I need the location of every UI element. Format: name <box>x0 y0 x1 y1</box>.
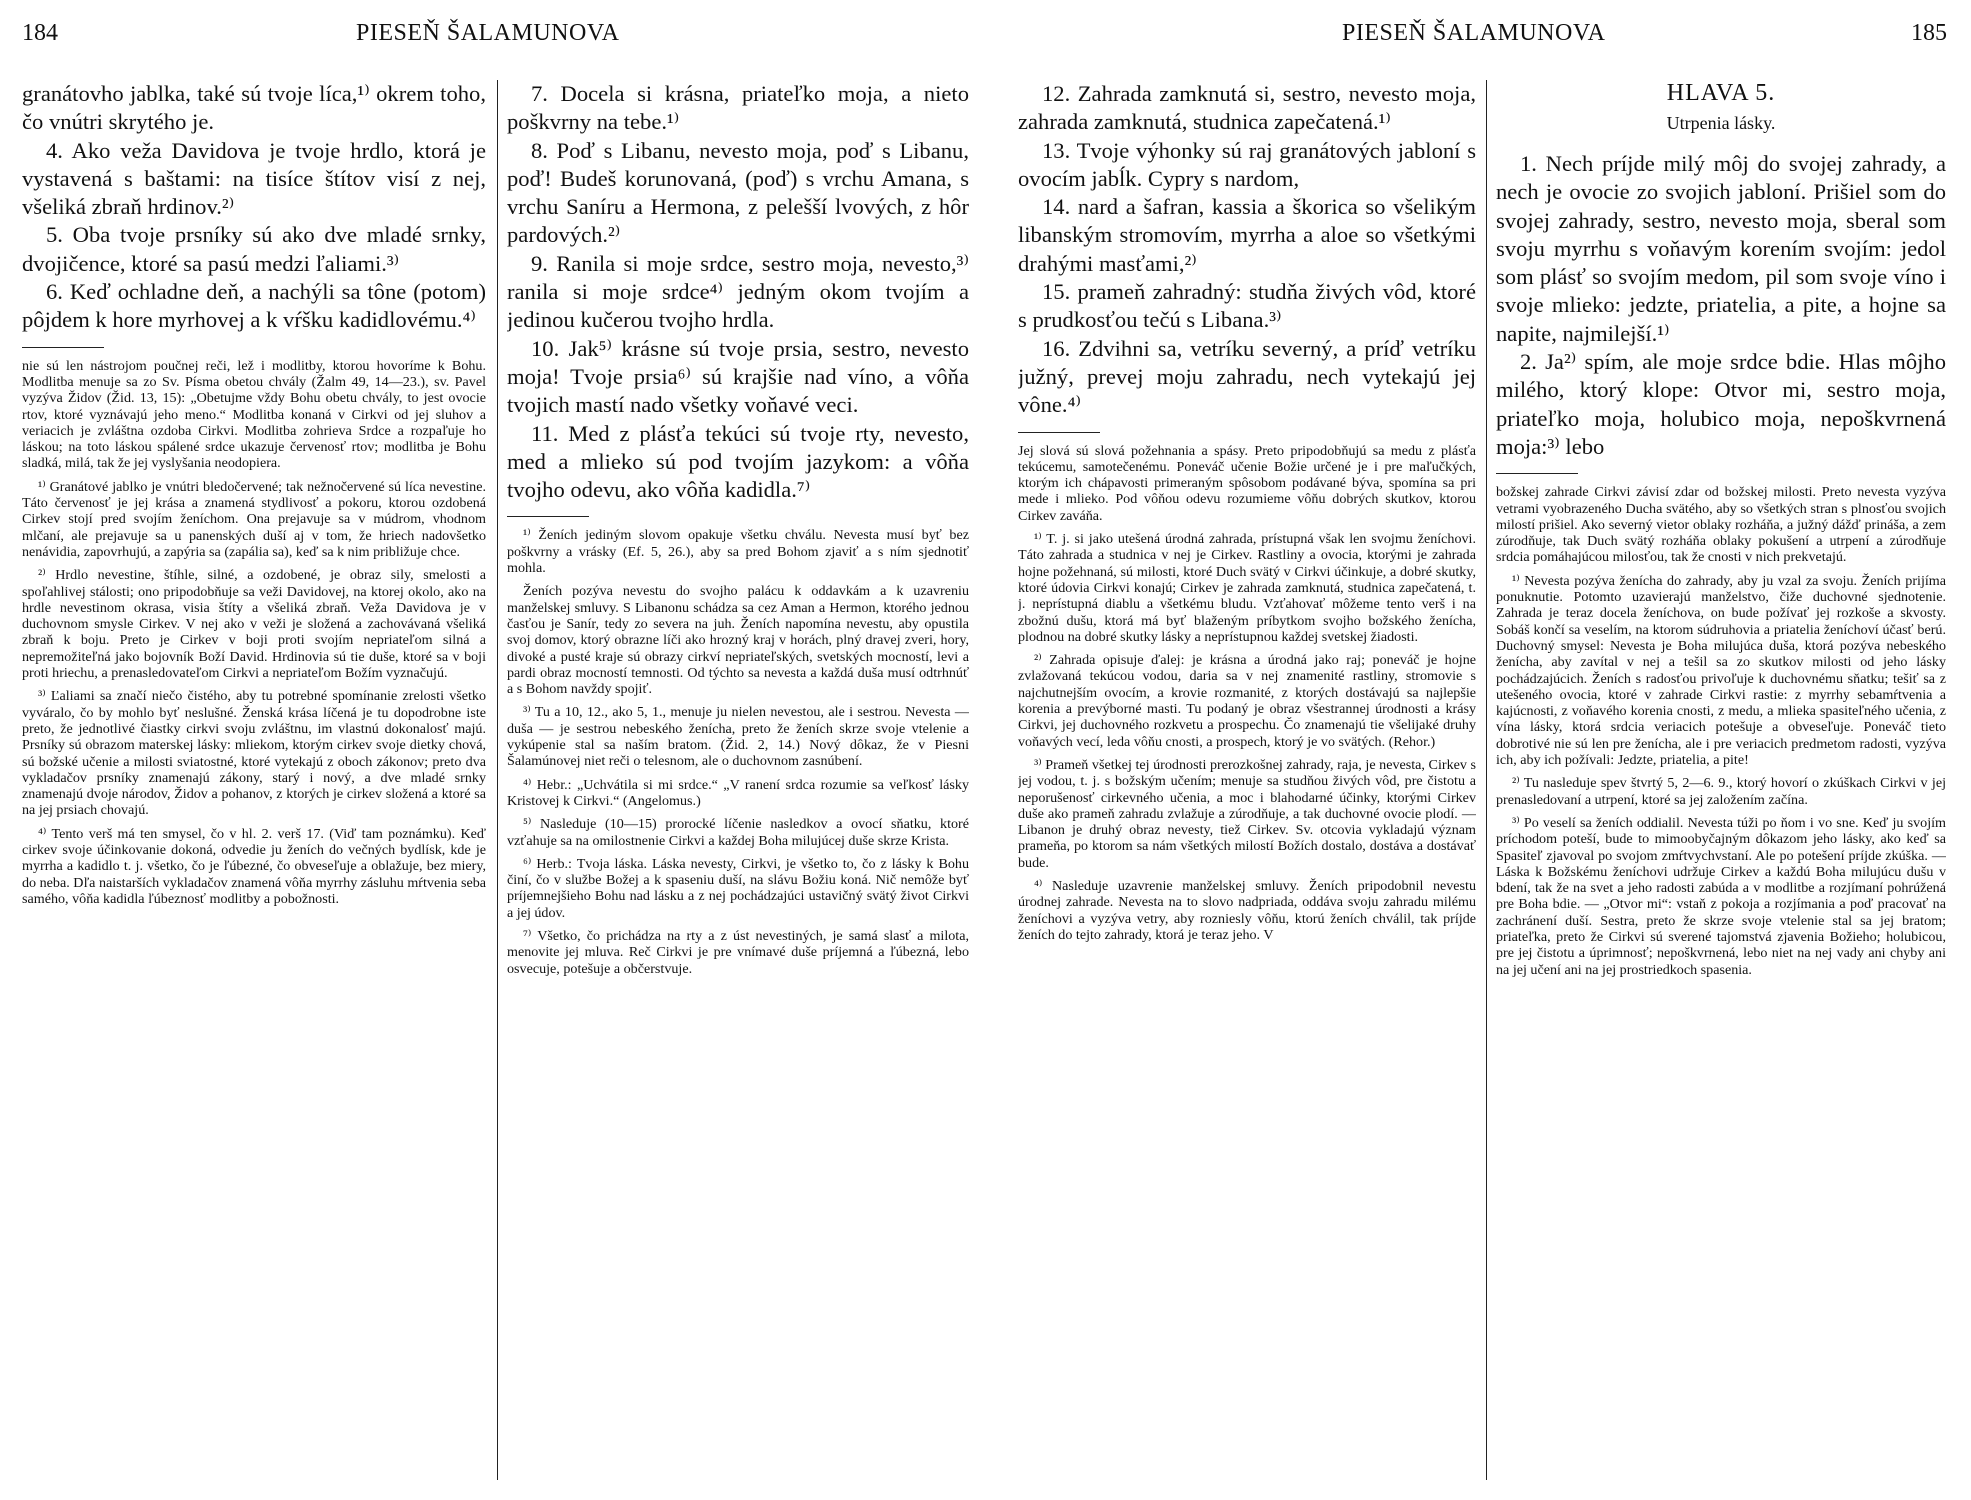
verse: 14. nard a šafran, kassia a škorica so všelikým libanským stromovím, myrrha a aloe so všetkými drahými masťami,²⁾ <box>1018 194 1476 276</box>
verse: granátovho jablka, také sú tvoje líca,¹⁾ okrem toho, čo vnútri skrytého je. <box>22 81 486 135</box>
verse: 7. Docela si krásna, priateľko moja, a nieto poškvrny na tebe.¹⁾ <box>507 81 969 135</box>
footnote-rule <box>507 516 589 517</box>
right-page <box>986 0 1971 1500</box>
right-column-2 <box>1496 80 1946 1494</box>
verse: 8. Poď s Libanu, nevesto moja, poď s Libanu, poď! Budeš korunovaná, (poď) s vrchu Amana, s vrchu Saníru a Hermona, z pelešší lvových, z hôr pardových.²⁾ <box>507 137 969 248</box>
verse: 11. Med z plásťa tekúci sú tvoje rty, nevesto, med a mlieko sú pod tvojím jazykom: a vôňa tvojho odevu, ako vôňa kadidla.⁷⁾ <box>507 420 969 503</box>
column-separator <box>497 80 498 1480</box>
verse: 1. Nech príjde milý môj do svojej zahrady, a nech je ovocie zo svojich jabloní. Prišiel som do svojej zahrady, sestro, nevesto moja, sberal som svoju myrrhu s voňavým korením svojím: jedol som plásť so svojím medom, pil som svoje víno i svoje mlieko: jedzte, priatelia, a pite, a hojne sa napite, najmilejší.¹⁾ <box>1496 151 1946 346</box>
verse: 2. Ja²⁾ spím, ale moje srdce bdie. Hlas môjho milého, ktorý klope: Otvor mi, sestro moja, priateľko moja, holubico moja, nepoškvrnená moja:³⁾ lebo <box>1496 349 1946 459</box>
left-column-1 <box>22 80 486 1494</box>
footnote: ³⁾ Tu a 10, 12., ako 5, 1., menuje ju nielen nevestou, ale i sestrou. Nevesta — duša — je sestrou nebeského ženícha, preto že ženích skrze svoje vtelenie a vykúpenie stal sa naším bratom. (Žid. 2, 14.) Nový dôkaz, že v Piesni Šalamúnovej niet reči o telesnom, ale o duchovnom zasnúbení. <box>507 704 969 770</box>
footnote: ¹⁾ Ženích jediným slovom opakuje všetku chválu. Nevesta musí byť bez poškvrny a vrásky (Ef. 5, 26.), aby sa pred Bohom zjaviť a s ním sjednotiť mohla. <box>507 527 969 577</box>
footnote: ⁷⁾ Všetko, čo prichádza na rty a z úst nevestiných, je samá slasť a milota, menovite jej mluva. Reč Cirkvi je pre vnímavé duše príjemná a ľúbezná, lebo osvecuje, potešuje a občerstvuje. <box>507 927 969 977</box>
right-page-title: PIESEŇ ŠALAMUNOVA <box>1342 20 1606 46</box>
chapter-heading: HLAVA 5. <box>1666 80 1776 106</box>
footnote: božskej zahrade Cirkvi závisí zdar od božskej milosti. Preto nevesta vyzýva vetrami vyobrazeného Ducha svätého, aby so všetkých stran s plnosťou svojich milostí prišiel. Ako severný vietor oblaky rozháňa, a južný dážď prináša, a zem zúrodňuje, tak Duch svätý rozháňa oblaky pokušení a utrpení a zúrodňuje srdcia pomáhajúcou milosťou, tak že cnosti v nich prekvetajú. <box>1496 484 1946 566</box>
left-column-2 <box>507 80 969 1494</box>
verse: 4. Ako veža Davidova je tvoje hrdlo, ktorá je vystavená s baštami: na tisíce štítov visí z nej, všeliká zbraň hrdinov.²⁾ <box>22 137 486 220</box>
chapter-subtitle: Utrpenia lásky. <box>1666 113 1776 133</box>
column-separator <box>1486 80 1487 1480</box>
right-column-1 <box>1018 80 1476 1494</box>
footnote: ³⁾ Prameň všetkej tej úrodnosti prerozkošnej zahrady, raja, je nevesta, Cirkev s jej vodou, t. j. s božským učením; menuje sa studňou živých vôd, pre čistotu a neporušenosť cirkevného učenia, a moc i blahodarné účinky, ktorými Cirkev duše ako prameň zahradu zvlažuje a zúrodňuje, a tak duchovné ovocie plodí. — Libanon je druhý obraz nevesty, tiež Cirkev. Sv. otcovia vykladajú význam prameňa, po ktorom sa nám všetkých milostí Božích dostalo, dostáva a dostávať bude. <box>1018 756 1476 871</box>
right-page-number: 185 <box>1911 20 1947 46</box>
verse: 12. Zahrada zamknutá si, sestro, nevesto moja, zahrada zamknutá, studnica zapečatená.¹⁾ <box>1018 81 1476 135</box>
footnote: ⁴⁾ Nasleduje uzavrenie manželskej smluvy. Ženích pripodobnil nevestu úrodnej zahrade. Nevesta na to slovo nadpriada, oddáva svoju zahradu milému ženíchovi a vyzýva vetry, aby rozniesly vôňu, ktorú ženích chválil, tak príjde ženích do tejto zahrady, ktorá je teraz jeho. V <box>1018 877 1476 943</box>
left-running-head <box>0 20 985 60</box>
footnote: ¹⁾ Granátové jablko je vnútri bledočervené; tak nežnočervené sú líca nevestine. Táto červenosť je jej krása a znamená stydlivosť a pokoru, ktorou ozdobená Cirkev stojí pred svojím ženíchom. Ona prejavuje sa v múdrom, vhodnom mlčaní, ale prejavuje sa u panenských duší aj v tom, že hriech nadovšetko nenávidia, zapovrhujú, a zapýria sa (zapália sa), keď sa k nim približuje chce. <box>22 478 486 560</box>
footnote: Jej slová sú slová požehnania a spásy. Preto pripodobňujú sa medu z plásťa tekúcemu, samotečenému. Poneváč učenie Božie určené je i pre maľučkých, ktorým ich chápavosti primeraným spôsobom podávané býva, spomína sa pri mede i mlieko. Pod vôňou odevu rozumieme vôňu dobrých skutkov, ktorou Cirkev zaváňa. <box>1018 442 1476 524</box>
verse: 15. prameň zahradný: studňa živých vôd, ktoré s prudkosťou tečú s Libana.³⁾ <box>1018 279 1476 333</box>
left-page <box>0 0 985 1500</box>
footnote-rule <box>1496 473 1578 474</box>
footnote: ⁴⁾ Tento verš má ten smysel, čo v hl. 2. verš 17. (Viď tam poznámku). Keď cirkev svoje účinkovanie dokoná, odvedie ju ženích do večných bydlísk, kde je myrrha a kadidlo t. j. všetko, čo je ľúbezné, čo obveseľuje a oblažuje, bez miery, do neba. Dľa naistarších vykladačov znamená vôňa myrrhy zásluhu mŕtvenia seba samého, vôňa kadidla ľúbeznosť modlitby a pobožnosti. <box>22 825 486 907</box>
left-page-title: PIESEŇ ŠALAMUNOVA <box>356 20 620 46</box>
right-running-head <box>986 20 1971 60</box>
verse: 5. Oba tvoje prsníky sú ako dve mladé srnky, dvojičence, ktoré sa pasú medzi ľaliami.³⁾ <box>22 222 486 276</box>
footnote: ¹⁾ Nevesta pozýva ženícha do zahrady, aby ju vzal za svoju. Ženích prijíma ponuknutie. Potomto uzavierajú manželstvo, čiže duchovné sjednotenie. Zahrada je teraz docela ženíchova, on bude požívať jej rozkoše a skvosty. Sobáš končí sa veselím, na ktorom súdruhovia a priatelia ženíchoví účasť berú. Duchovný smysel: Nevesta je Boha milujúca duša, ktorá pozýva nebeského ženícha, aby zavítal v nej a tešil sa zo skutkov milosti od jeho lásky pochádzajúcich. Ženích s radosťou privoľuje k duchovnému sňatku; tešiť sa z utešeného ovocia, ktoré v zahrade Cirkvi rastie: z myrrhy sebamŕtvenia a kajúcnosti, z voňavého korenia cnosti, z medu, a mlieka spasiteľného učenia, z vína lásky, ktorá srdcia veriacich potešuje a obveseľuje. Poneváč tieto dobrotivé nie sú len pre ženícha, ale i pre veriacich predmetom radosti, vyzýva ich, aby ich požívali: Jedzte, priatelia, a pite! <box>1496 572 1946 769</box>
footnote-rule <box>1018 432 1100 433</box>
footnote: nie sú len nástrojom poučnej reči, lež i modlitby, ktorou hovoríme k Bohu. Modlitba menuje sa zo Sv. Písma obetou chvály (Žalm 49, 14—23.), sv. Pavel vyzýva Židov (Žid. 13, 15): „Obetujme vždy Bohu obetu chvály, to jest ovocie rtov, ktoré vyznávajú jeho meno.“ Modlitba konaná v Cirkvi od jej sluhov a veriacich je zvláštna ozdoba Cirkvi. Modlitba zohrieva Srdce a rozpaľuje ho láskou; na toto láskou spálené srdce ukazuje červenosť rtov; modlitba je Bohu sladká, milá, tak že jej vyslyšania neodopiera. <box>22 357 486 472</box>
footnote: ²⁾ Tu nasleduje spev štvrtý 5, 2—6. 9., ktorý hovorí o zkúškach Cirkvi v jej prenasledovaní a utrpení, ktoré sa jej založením začína. <box>1496 775 1946 808</box>
verse: 16. Zdvihni sa, vetríku severný, a príď vetríku južný, prevej moju zahradu, nech vytekajú jej vône.⁴⁾ <box>1018 335 1476 418</box>
left-page-number: 184 <box>22 20 58 46</box>
footnote: ⁶⁾ Herb.: Tvoja láska. Láska nevesty, Cirkvi, je všetko to, čo z lásky k Bohu činí, čo v službe Božej a k spaseniu duší, na slávu Božiu koná. Nič nemôže byť príjemnejšieho Bohu nad lásku a z nej pochádzajúci ustavičný svätý život Cirkvi a jej údov. <box>507 855 969 921</box>
footnote: ³⁾ Ľaliami sa značí niečo čistého, aby tu potrebné spomínanie zrelosti všetko vyváralo, čo by mohlo byť neslušné. Ženská krása líčená je tu dopodrobne iste preto, že jednotlivé čiastky cirkvi svoju zvláštnu, im vlastnú dokonalosť majú. Prsníky sú obrazom materskej lásky: mliekom, ktorým cirkev svoje dietky chová, sú božské učenie a milosti sviatostné, ktoré vytekajú z oboch zákonov; preto dva vykladačov prsníky znamenajú zákony, starý i nový, a dve mladé srnky znamenajú dvoje národov, Židov a pohanov, z ktorých je cirkev složená a ktoré sa na jej prsiach chovajú. <box>22 688 486 819</box>
verse: 10. Jak⁵⁾ krásne sú tvoje prsia, sestro, nevesto moja! Tvoje prsia⁶⁾ sú krajšie nad víno, a vôňa tvojich mastí nado všetky voňavé veci. <box>507 335 969 418</box>
footnote: ²⁾ Hrdlo nevestine, štíhle, silné, a ozdobené, je obraz sily, smelosti a spoľahlivej stálosti; ono pripodobňuje sa veži Davidovej, na ktorej okolo, ako na hrdle nevestinom okrasa, visia štíty a všeliká zbraň. Veža Davidova je v duchovnom smysle Cirkev. V nej ako v veži je složená a zachovávaná všeliká zbraň k boju. Preto je Cirkev v boji proti svojím nepriateľom silná a nepremožiteľná jako bojovník Boží David. Hrdinovia sú tie duše, ktoré sa v boji proti hriechu, a prenasledovateľom Cirkvi a nepriateľom Božím vyznačujú. <box>22 567 486 682</box>
footnote-rule <box>22 347 104 348</box>
footnote: ²⁾ Zahrada opisuje ďalej: je krásna a úrodná jako raj; poneváč je hojne zvlažovaná tekúcou vodou, daria sa v nej znamenité rastliny, stromovie s najchutnejším ovocím, a krovie rozmanité, z ktorých dostávajú sa najlepšie korenia a prevýborné masti. Tu podaný je obraz všestrannej úrodnosti a krásy Cirkvi, jej duchovného rozkvetu a prospechu. Čo znamenajú tie všelijaké druhy voňavých vecí, leda vôňu cnosti, a prospech, ktorý je vo svätých. (Rehor.) <box>1018 652 1476 750</box>
footnote: ¹⁾ T. j. si jako utešená úrodná zahrada, prístupná však len svojmu ženíchovi. Táto zahrada a studnica v nej je Cirkev. Rastliny a ovocia, ktorými je zahrada hojne požehnaná, sú milosti, ktoré Duch svätý v Cirkvi účinkuje, a dobré skutky, ktoré údovia Cirkvi konajú; Cirkev je zahrada zamknutá, studnica zapečatená, t. j. neprístupná diablu a všetkému bludu. Vzťahovať môžeme tento verš i na zbožnú dušu, ktorá má byť blaženým príbytkom svojho božského ženícha, plodnou na dobré skutky lásky a neprístupnou každej svetskej žiadosti. <box>1018 531 1476 645</box>
verse: 13. Tvoje výhonky sú raj granátových jabloní s ovocím jabĺk. Cypry s nardom, <box>1018 137 1476 191</box>
footnote: Ženích pozýva nevestu do svojho palácu k oddavkám a k uzavreniu manželskej smluvy. S Libanonu schádza sa cez Aman a Hermon, ktorého jednou časťou je Sanír, tedy zo severa na juh. Ženích napomína nevestu, aby opustila svoj domov, ktorý obrazne líči ako hrozný kraj v horách, plný dravej zveri, hory, divoké a pusté kraje sú obrazy cirkví nepriateľských, svetských mocností, levi a pardi obraz mocností temnosti. Od týchto sa nevesta a každá duša musí odtrhnúť a s Bohom navždy spojiť. <box>507 583 969 698</box>
footnote: ⁵⁾ Nasleduje (10—15) prorocké líčenie nasledkov a ovocí sňatku, ktoré vzťahuje sa na omilostnenie Cirkvi a každej Boha milujúcej duše skrze Krista. <box>507 816 969 849</box>
verse: 9. Ranila si moje srdce, sestro moja, nevesto,³⁾ ranila si moje srdce⁴⁾ jedným okom tvojím a jedinou kučerou tvojho hrdla. <box>507 250 969 333</box>
footnote: ⁴⁾ Hebr.: „Uchvátila si mi srdce.“ „V ranení srdca rozumie sa veľkosť lásky Kristovej k Cirkvi.“ (Angelomus.) <box>507 776 969 809</box>
footnote: ³⁾ Po veselí sa ženích oddialil. Nevesta túži po ňom i vo sne. Keď ju svojím príchodom poteší, bude to mimoobyčajným dôkazom jeho lásky, ako keď sa Spasiteľ zjavoval po svojom zmŕtvychvstaní. Ale po potešení príjde zkúška. — Láska k Božskému ženíchovi udržuje Cirkev a každú Boha milujúcu dušu v bdení, tak že na svet a jeho radosti zabúda a v modlitbe a rozjímaní pohrúžená pre Boha bdie. — „Otvor mi“: vstaň z pokoja a rozjímania a poď pracovať na zachránení duší. Sestra, preto že skrze svoje vtelenie stal sa jej bratom; priateľka, preto že Cirkvi sú sverené tajomstvá zjavenia Božieho; holubicou, pre jej čistotu a úprimnosť; nepoškvrnená, lebo niet na nej vady ani chyby ani na jej učení ani na jej prostriedkoch spasenia. <box>1496 814 1946 978</box>
verse: 6. Keď ochladne deň, a nachýli sa tône (potom) pôjdem k hore myrhovej a k vŕšku kadidlovému.⁴⁾ <box>22 279 486 333</box>
